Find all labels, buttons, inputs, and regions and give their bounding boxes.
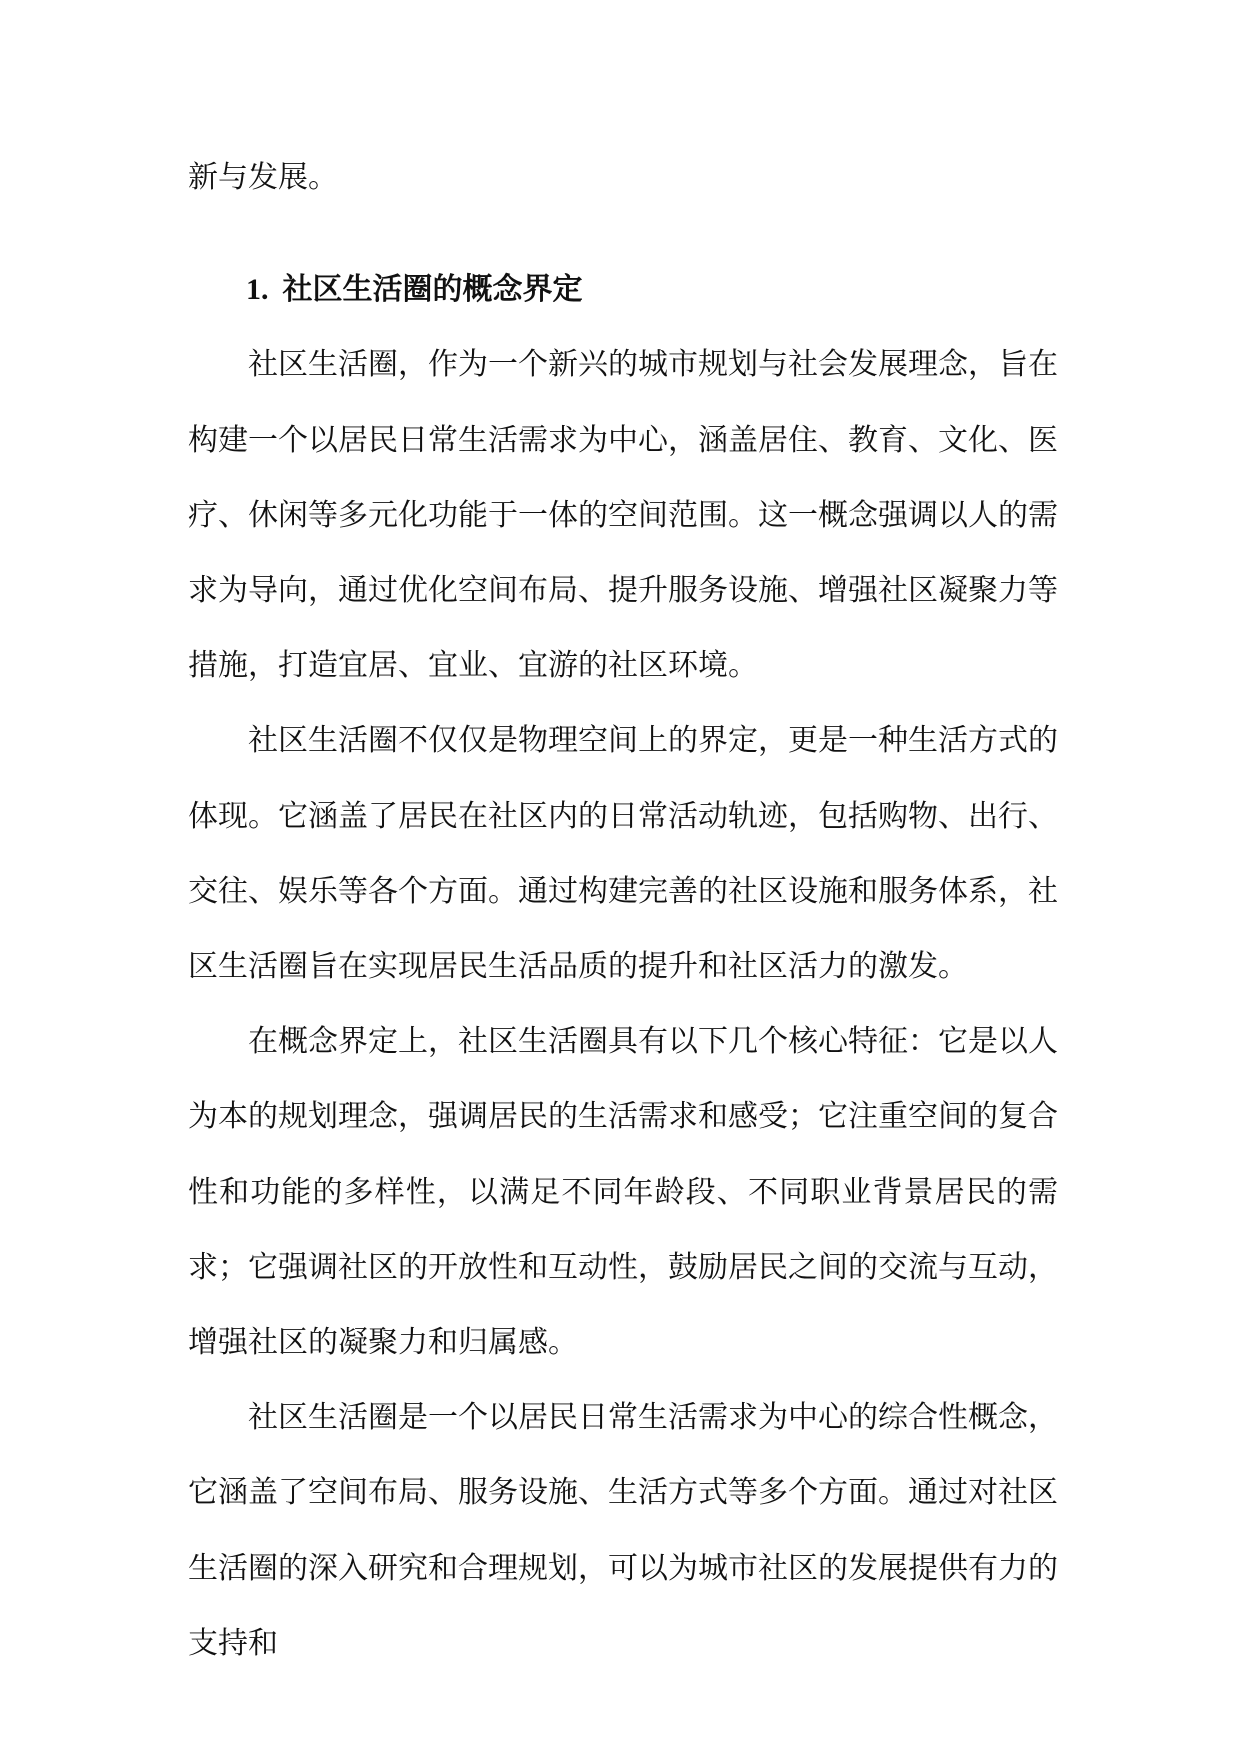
- document-body: [188, 140, 1058, 1681]
- paragraph-1: 社区生活圈，作为一个新兴的城市规划与社会发展理念，旨在构建一个以居民日常生活需求为中心，涵盖居住、教育、文化、医疗、休闲等多元化功能于一体的空间范围。这一概念强调以人的需求为导向，通过优化空间布局、提升服务设施、增强社区凝聚力等措施，打造宜居、宜业、宜游的社区环境。: [188, 347, 1058, 684]
- paragraph-4: 社区生活圈是一个以居民日常生活需求为中心的综合性概念，它涵盖了空间布局、服务设施、生活方式等多个方面。通过对社区生活圈的深入研究和合理规划，可以为城市社区的发展提供有力的支持和: [188, 1400, 1058, 1661]
- paragraph-3: 在概念界定上，社区生活圈具有以下几个核心特征：它是以人为本的规划理念，强调居民的生活需求和感受；它注重空间的复合性和功能的多样性，以满足不同年龄段、不同职业背景居民的需求；它强调社区的开放性和互动性，鼓励居民之间的交流与互动，增强社区的凝聚力和归属感。: [188, 1024, 1058, 1361]
- section-number: 1.: [246, 273, 269, 307]
- section-heading: [188, 252, 1058, 327]
- continuation-text: 新与发展。: [188, 160, 338, 195]
- section-title: 社区生活圈的概念界定: [282, 272, 583, 308]
- paragraph-2: 社区生活圈不仅仅是物理空间上的界定，更是一种生活方式的体现。它涵盖了居民在社区内的日常活动轨迹，包括购物、出行、交往、娱乐等各个方面。通过构建完善的社区设施和服务体系，社区生活圈旨在实现居民生活品质的提升和社区活力的激发。: [188, 723, 1058, 985]
